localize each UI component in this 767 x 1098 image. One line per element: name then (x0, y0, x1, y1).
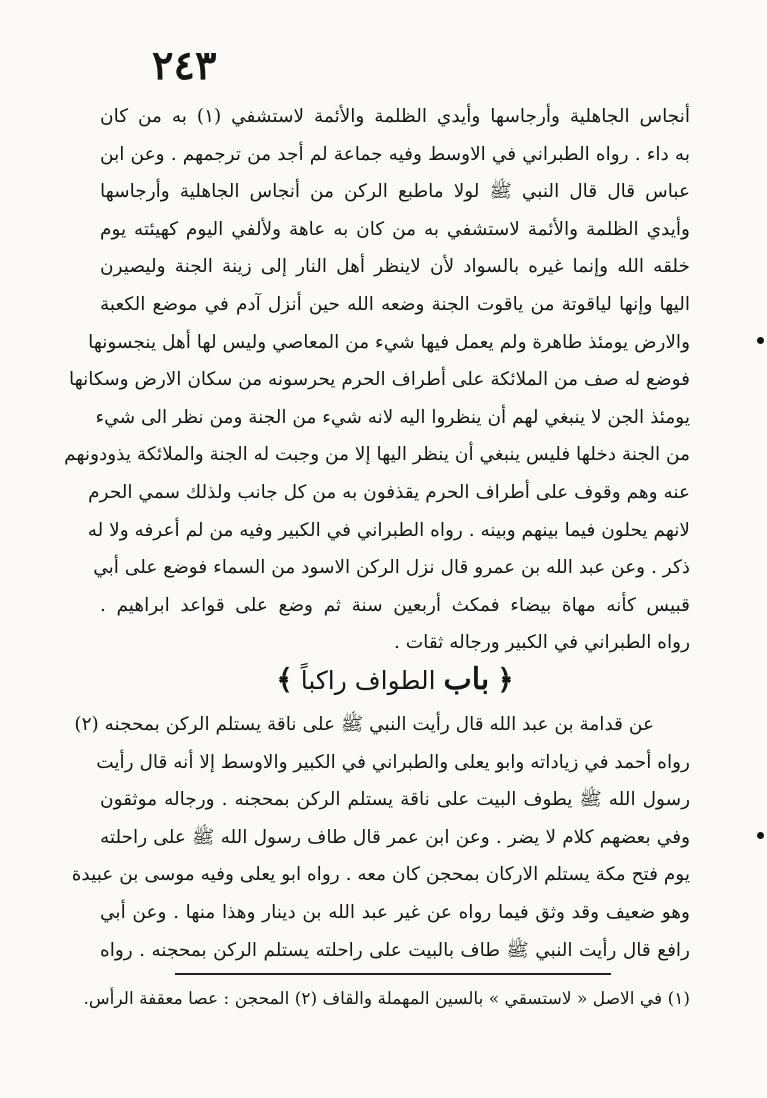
text-line: يوم فتح مكة يستلم الاركان بمحجن كان معه . رواه ابو يعلى وفيه موسى بن عبيدة (71, 864, 690, 886)
text-line: عنه وهم وقوف على أطراف الحرم يقذفون به من كل جانب ولذلك سمي الحرم (88, 481, 690, 503)
text-line: فوضع له صف من الملائكة على أطراف الحرم يحرسونه من سكان الارض وسكانها (68, 369, 690, 391)
text-line: به داء . رواه الطبراني في الاوسط وفيه جماعة لم أجد من ترجمهم . وعن ابن (100, 143, 690, 165)
text-line: ذكر . وعن عبد الله بن عمرو قال نزل الركن الاسود من السماء فوضع على أبي (93, 557, 690, 579)
text-line: وهو ضعيف وقد وثق فيما رواه عن غير عبد الله بن دينار وهذا منها . وعن أبي (100, 901, 690, 923)
main-paragraph (64, 98, 690, 662)
text-line: وفي بعضهم كلام لا يضر . وعن ابن عمر قال طاف رسول الله ﷺ على راحلته (100, 826, 690, 848)
page-number: ٢٤٣ (152, 42, 217, 89)
text-line: يومئذ الجن لا ينبغي لهم أن ينظروا اليه لانه شيء من الجنة ومن نظر الى شيء (95, 406, 690, 428)
margin-dot (757, 832, 764, 839)
chapter-paragraph (71, 706, 690, 969)
text-line: اليها وإنها لياقوتة من ياقوت الجنة وضعه الله حين أنزل آدم في موضع الكعبة (100, 293, 690, 315)
heading-chapter-word: باب (443, 662, 490, 697)
text-line: رسول الله ﷺ يطوف البيت على ناقة يستلم الركن بمحجنه . ورجاله موثقون (100, 789, 690, 811)
text-line: أنجاس الجاهلية وأرجاسها وأيدي الظلمة والأئمة لاستشفي (١) به من كان (100, 106, 690, 127)
text-line: من الجنة دخلها فليس ينبغي أن ينظر اليها إلا من وجبت له الجنة والملائكة يذودونهم (64, 444, 690, 466)
text-line: عن قدامة بن عبد الله قال رأيت النبي ﷺ على ناقة يستلم الركن بمحجنه (٢) (74, 714, 654, 735)
section-heading (100, 660, 690, 701)
footnote: (١) في الاصل « لاستسقي » بالسين المهملة والقاف (٢) المحجن : عصا معقفة الرأس. (83, 989, 690, 1009)
footnote-rule (175, 973, 611, 975)
heading-title: الطواف راكباً (300, 666, 436, 695)
text-line: لانهم يحلون فيما بينهم وبينه . رواه الطبراني في الكبير وفيه من لم أعرفه ولا له (87, 519, 690, 541)
text-line: عباس قال قال النبي ﷺ لولا ماطبع الركن من أنجاس الجاهلية وأرجاسها (100, 181, 690, 203)
text-line: رواه أحمد في زياداته وابو يعلى والطبراني في الكبير والاوسط إلا أنه قال رأيت (96, 751, 690, 773)
text-line: رواه الطبراني في الكبير ورجاله ثقات . (394, 632, 690, 654)
heading-bracket-open: ﴿ (497, 663, 514, 696)
text-line: رافع قال رأيت النبي ﷺ طاف بالبيت على راحلته يستلم الركن بمحجنه . رواه (100, 939, 690, 961)
text-line: والارض يومئذ طاهرة ولم يعمل فيها شيء من المعاصي وليس لها أهل ينجسونها (88, 331, 690, 353)
margin-dot (757, 337, 764, 344)
text-line: قبيس كأنه مهاة بيضاء فمكث أربعين سنة ثم وضع على قواعد ابراهيم . (100, 594, 690, 616)
heading-bracket-close: ﴾ (276, 663, 293, 696)
text-line: وأيدي الظلمة والأئمة لاستشفي به من كان به عاهة ولألفي اليوم كهيئته يوم (100, 218, 690, 240)
text-line: خلقه الله وإنما غيره بالسواد لأن لاينظر أهل النار إلى زينة الجنة وليصيرن (100, 256, 690, 278)
